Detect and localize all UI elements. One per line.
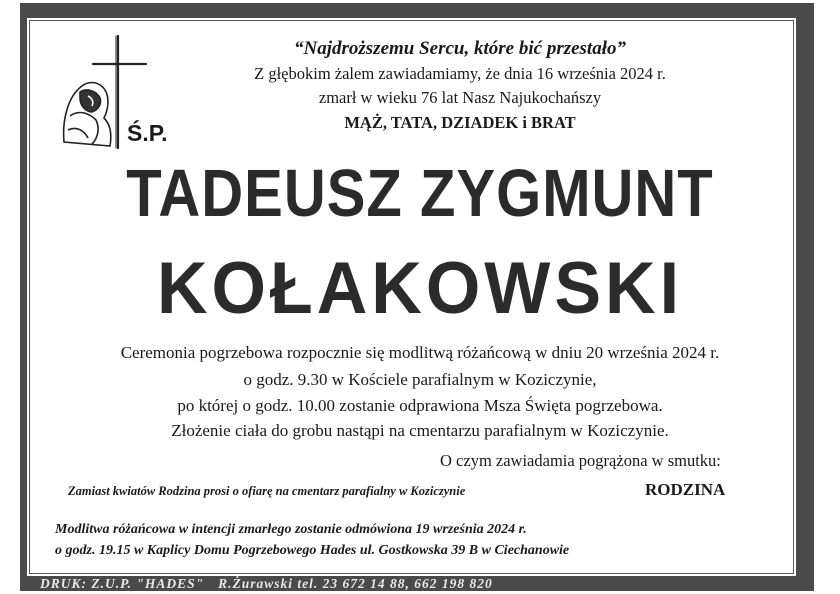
flowers-note: Zamiast kwiatów Rodzina prosi o ofiarę na cmentarz parafialny w Koziczynie [68,484,466,498]
deceased-surname: KOŁAKOWSKI [156,247,684,329]
motto: “Najdroższemu Sercu, które bić przestało” [294,38,626,59]
deceased-first-names: TADEUSZ ZYGMUNT [126,156,714,231]
family-signature: RODZINA [645,480,726,499]
ceremony-line-1: Ceremonia pogrzebowa rozpocznie się modlitwą różańcową w dniu 20 września 2024 r. [120,343,720,362]
family-roles: MĄŻ, TATA, DZIADEK i BRAT [344,113,576,132]
printer-contact: R.Żurawski tel. 23 672 14 88, 662 198 820 [218,576,493,591]
announcement-line-2: zmarł w wieku 76 lat Nasz Najukochańszy [318,88,602,107]
rosary-line-1: Modlitwa różańcowa w intencji zmarłego zostanie odmówiona 19 września 2024 r. [55,522,527,537]
printer-name: DRUK: Z.U.P. "HADES" [40,576,205,591]
printer-footer [40,576,493,592]
rosary-line-2: o godz. 19.15 w Kaplicy Domu Pogrzebowego Hades ul. Gostkowska 39 B w Ciechanowie [55,543,570,558]
announcement-line-1: Z głębokim żalem zawiadamiamy, że dnia 16 września 2024 r. [254,64,666,83]
ceremony-line-2: o godz. 9.30 w Kościele parafialnym w Koziczynie, [243,370,597,389]
ceremony-line-4: Złożenie ciała do grobu nastąpi na cmentarzu parafialnym w Koziczynie. [171,421,669,440]
ceremony-line-3: po której o godz. 10.00 zostanie odprawiona Msza Święta pogrzebowa. [177,396,663,415]
sp-label: Ś.P. [127,120,168,146]
mourning-note: O czym zawiadamia pogrążona w smutku: [440,451,721,470]
